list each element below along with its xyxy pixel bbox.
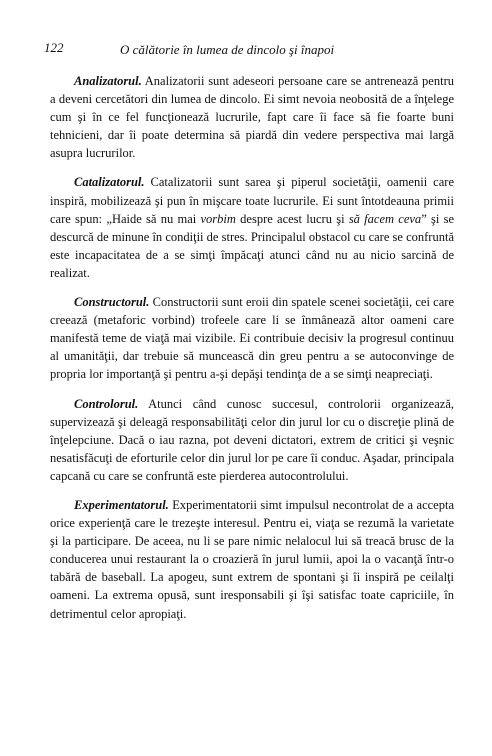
paragraph-text: despre acest lucru şi — [235, 211, 349, 226]
running-title: O călătorie în lumea de dincolo şi înapoi — [120, 42, 335, 57]
paragraph-constructorul — [50, 293, 454, 383]
term-heading: Catalizatorul. — [74, 175, 145, 190]
paragraph-text: Atunci când cunosc succesul, controlorii organizează, supervizează şi deleagă responsabilităţi celor din jurul lor cu o discreţie plină de înţelepciune. Dacă o iau razna, pot deveni dictatori, extrem de critici şi veşnic nesatisfăcuţi de eforturile celor din jurul lor pe care îi conduc. Aşadar, principala capcană cu care se confruntă este pierderea autocontrolului. — [50, 396, 454, 483]
italic-text: vorbim — [200, 211, 236, 226]
paragraph-text: Analizatorii sunt adeseori persoane care se antrenează pentru a deveni cercetători din lumea de dincolo. Ei simt nevoia neobosită de a înţelege cum şi în ce fel funcţionează lucrurile, fapt care îi face să fie foarte buni tehnicieni, dar îi poate determina să piardă din vedere perspectiva mai largă asupra lucrurilor. — [50, 74, 454, 161]
book-page — [44, 40, 454, 634]
page-number: 122 — [44, 40, 64, 55]
term-heading: Analizatorul. — [74, 74, 142, 88]
paragraph-experimentatorul — [50, 496, 454, 623]
paragraph-catalizatorul — [50, 173, 454, 282]
term-heading: Constructorul. — [74, 295, 150, 310]
paragraph-text: Catalizatorii sunt sarea şi piperul societăţii, oamenii care inspiră, mobilizează şi pun în mişcare toate lucrurile. Ei sunt întotdeauna primii care spun: „Haide să nu mai — [50, 175, 454, 226]
term-heading: Experimentatorul. — [74, 497, 169, 512]
italic-text: să facem ceva — [348, 211, 422, 226]
paragraph-text: Experimentatorii simt impulsul necontrolat de a accepta orice experienţă care le trezeşte interesul. Pentru ei, viaţa se rezumă la varietate şi la participare. De aceea, nu li se pare nimic nelalocul lui să treacă brusc de la conducerea unui restaurant la o croazieră în jurul lumii, apoi la o vacanţă într-o tabără de baseball. La apogeu, sunt extrem de spontani şi îi inspiră pe ceilalţi oameni. La extrema opusă, sunt iresponsabili şi îşi satisfac toate capriciile, în detrimentul celor apropiaţi. — [50, 497, 454, 621]
paragraph-text: ” şi se descurcă de minune în condiţii de stres. Principalul obstacol cu care se confruntă este incapacitatea de a se simţi împăcaţi atunci când nu au nicio sarcină de realizat. — [50, 211, 454, 280]
term-heading: Controlorul. — [74, 396, 139, 411]
paragraph-text: Constructorii sunt eroii din spatele scenei societăţii, cei care creează (metaforic vorbind) trofeele care li se înmânează altor oameni care manifestă teme de viaţă mai vizibile. Ei contribuie decisiv la progresul continuu al umanităţii, dar trebuie să muncească din greu pentru a se autoconvinge de propria lor importanţă şi pentru a-şi depăşi tendinţa de a se simţi neapreciaţi. — [50, 295, 454, 382]
page-body — [44, 72, 454, 623]
paragraph-controlorul — [50, 395, 454, 485]
paragraph-analizatorul — [50, 72, 454, 162]
page-header — [44, 40, 454, 60]
